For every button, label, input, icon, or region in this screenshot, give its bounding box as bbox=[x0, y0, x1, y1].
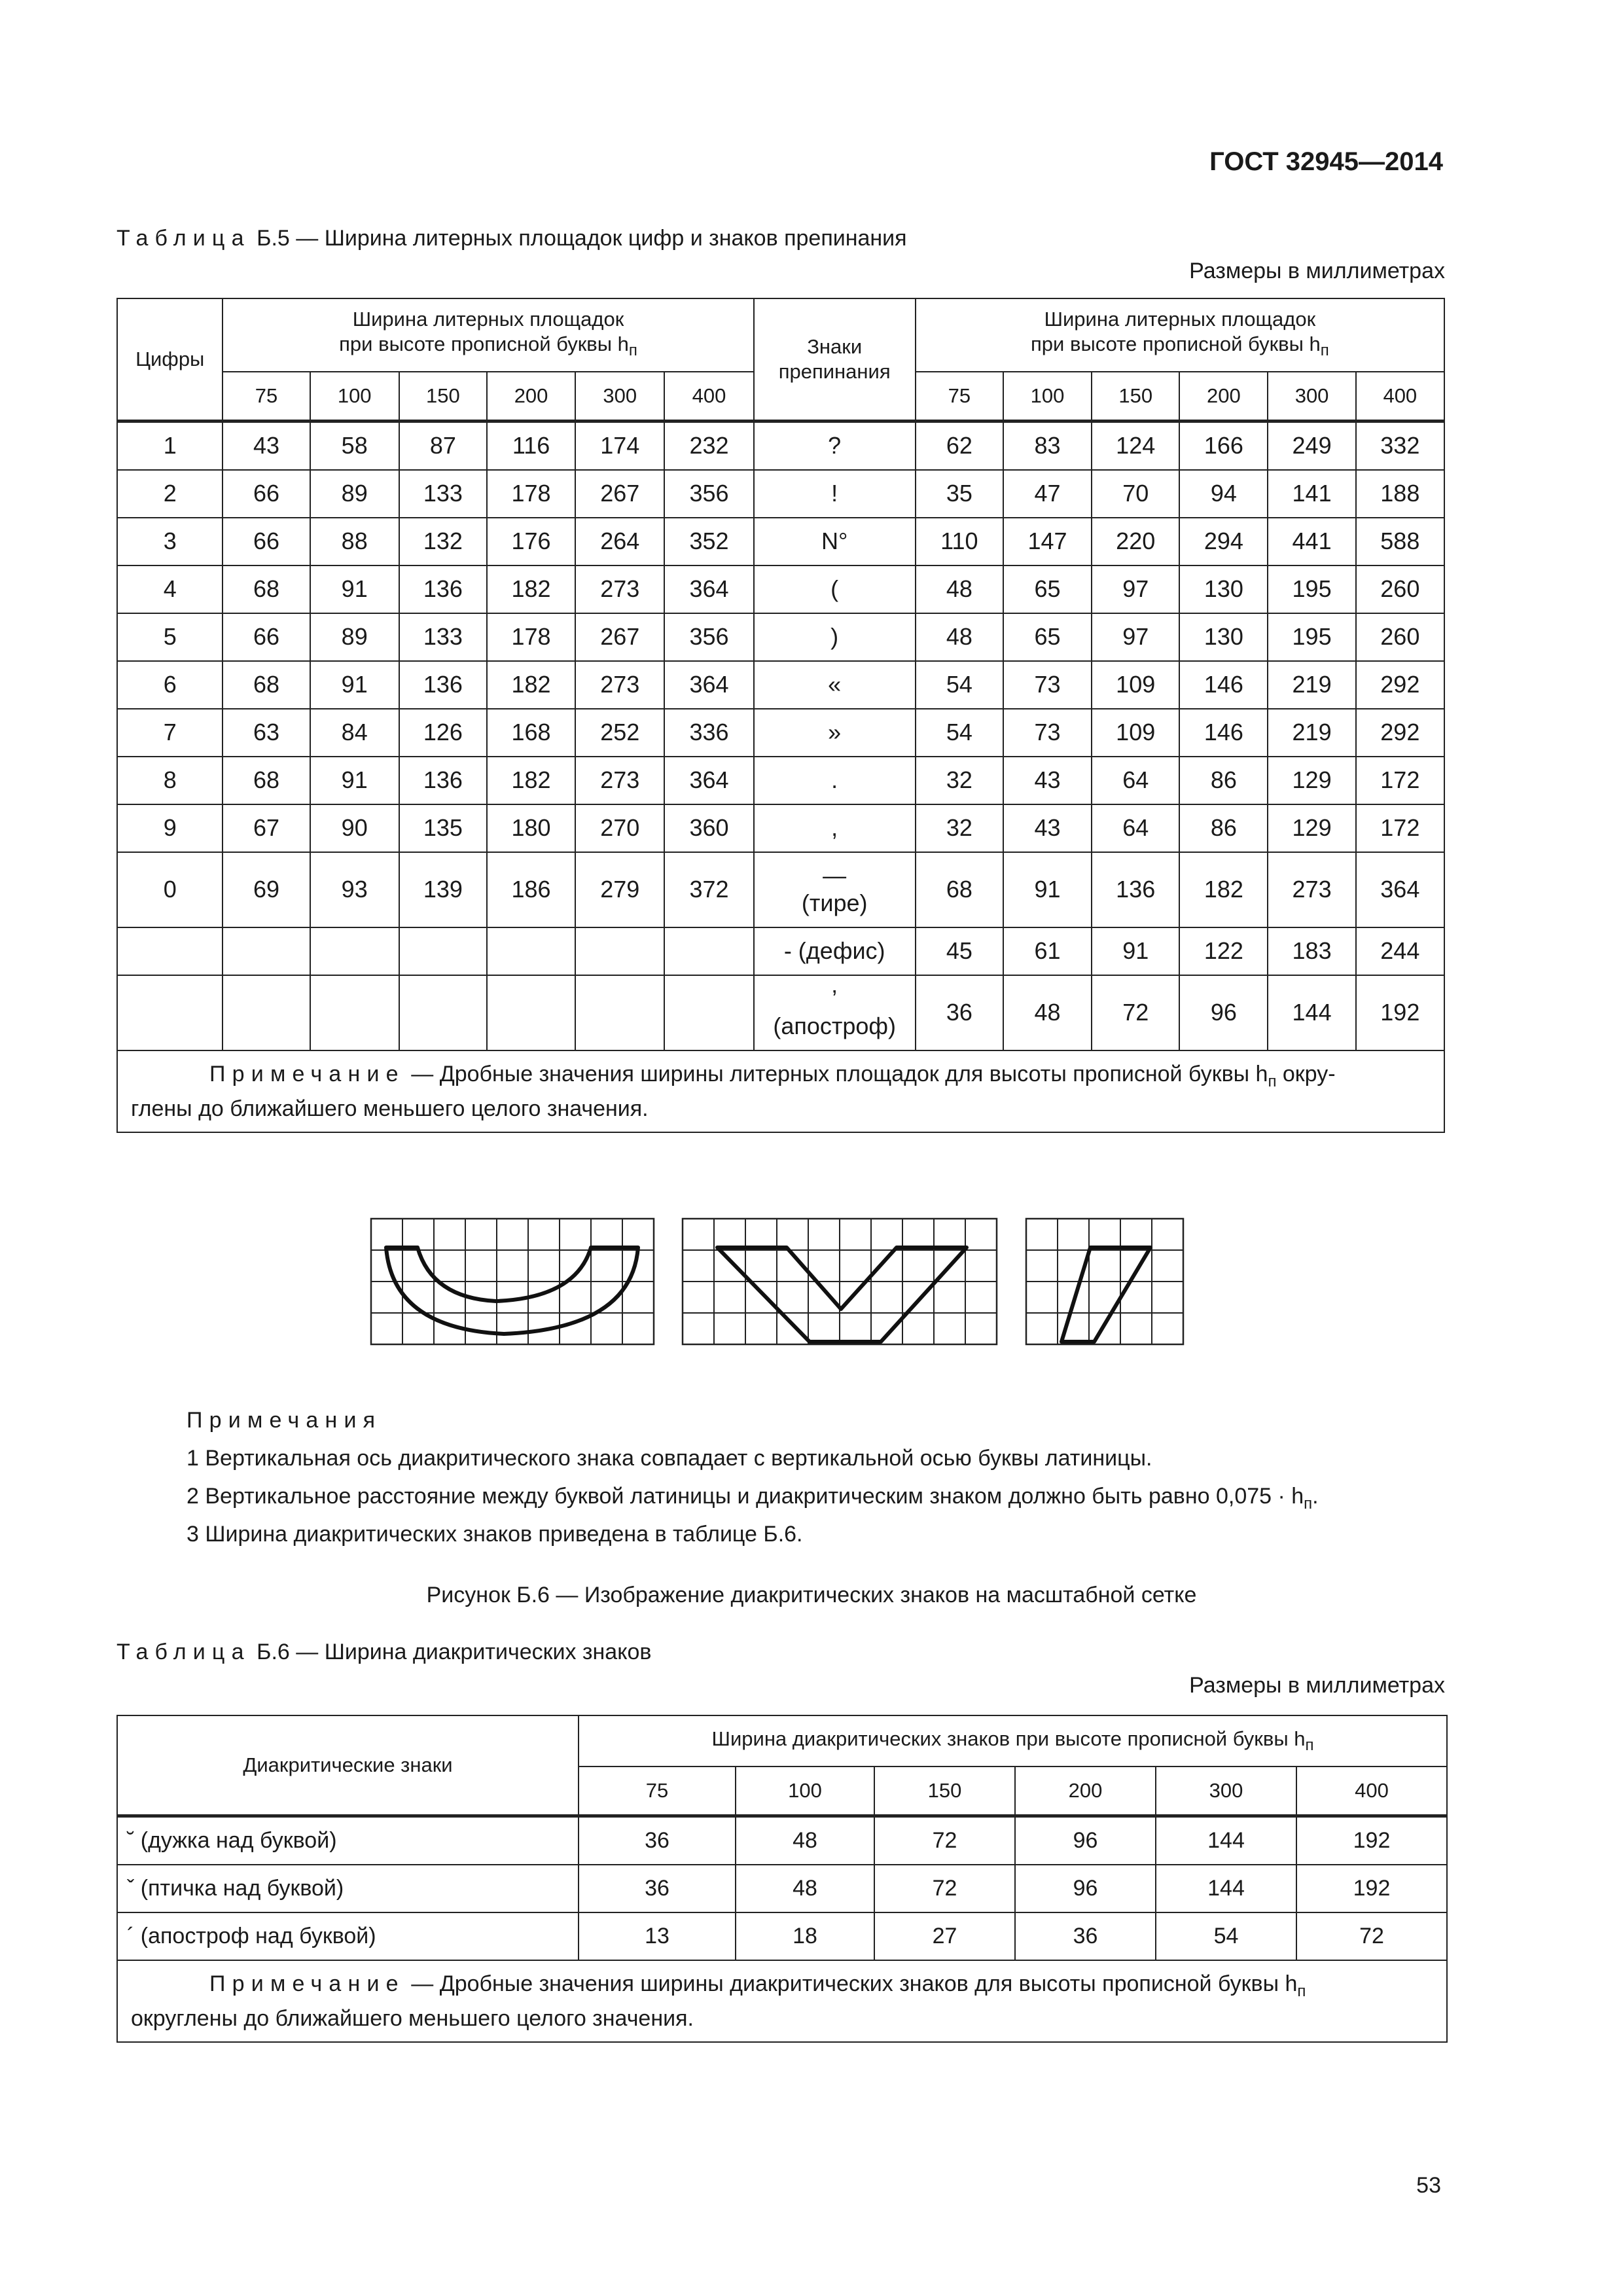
digit-width-cell bbox=[399, 927, 487, 975]
digit-width-cell: 372 bbox=[664, 852, 753, 927]
sign-width-cell: 292 bbox=[1356, 709, 1444, 757]
sign-width-cell: 244 bbox=[1356, 927, 1444, 975]
sign-width-cell: 110 bbox=[916, 518, 1003, 565]
sign-width-cell: 146 bbox=[1179, 661, 1268, 709]
diacritic-width-cell: 144 bbox=[1156, 1816, 1296, 1865]
diacritic-width-cell: 36 bbox=[1015, 1912, 1156, 1960]
digit-cell: 9 bbox=[117, 804, 223, 852]
header-diacritic-signs: Диакритические знаки bbox=[117, 1715, 579, 1816]
sign-width-cell: 192 bbox=[1356, 975, 1444, 1050]
digit-width-cell: 88 bbox=[310, 518, 399, 565]
caron-grid bbox=[683, 1219, 997, 1344]
sign-cell: , bbox=[754, 804, 916, 852]
digit-width-cell: 270 bbox=[575, 804, 664, 852]
digit-width-cell: 91 bbox=[310, 661, 399, 709]
table-b6 bbox=[116, 1715, 1448, 2043]
table-row bbox=[117, 470, 1444, 518]
figure-notes-heading: Примечания bbox=[187, 1408, 382, 1433]
height-header-cell: 75 bbox=[223, 372, 310, 421]
sign-width-cell: 260 bbox=[1356, 613, 1444, 661]
digit-width-cell bbox=[575, 975, 664, 1050]
height-header-cell: 100 bbox=[736, 1767, 874, 1816]
table-row bbox=[117, 757, 1444, 804]
sign-width-cell: 62 bbox=[916, 421, 1003, 470]
digit-width-cell: 66 bbox=[223, 470, 310, 518]
breve-glyph bbox=[386, 1247, 638, 1334]
sign-width-cell: 48 bbox=[916, 565, 1003, 613]
digit-width-cell: 133 bbox=[399, 470, 487, 518]
header-digit-widths bbox=[223, 298, 753, 372]
diacritics-figure bbox=[370, 1217, 1201, 1348]
digit-width-cell: 66 bbox=[223, 613, 310, 661]
sign-width-cell: 45 bbox=[916, 927, 1003, 975]
digit-width-cell: 178 bbox=[487, 470, 575, 518]
digit-width-cell: 91 bbox=[310, 757, 399, 804]
digit-width-cell: 139 bbox=[399, 852, 487, 927]
sign-width-cell: 96 bbox=[1179, 975, 1268, 1050]
table-row bbox=[117, 1816, 1447, 1865]
header-signs: Знаки препинания bbox=[754, 298, 916, 421]
sign-width-cell: 48 bbox=[916, 613, 1003, 661]
table-b5-title-rest: Б.5 — Ширина литерных площадок цифр и знаков препинания bbox=[250, 226, 907, 251]
sign-cell: ? bbox=[754, 421, 916, 470]
height-header-cell: 300 bbox=[575, 372, 664, 421]
sign-width-cell: 292 bbox=[1356, 661, 1444, 709]
digit-width-cell: 279 bbox=[575, 852, 664, 927]
sign-cell: . bbox=[754, 757, 916, 804]
diacritic-width-cell: 48 bbox=[736, 1865, 874, 1912]
sign-width-cell: 54 bbox=[916, 709, 1003, 757]
table-row bbox=[117, 1865, 1447, 1912]
diacritic-width-cell: 96 bbox=[1015, 1865, 1156, 1912]
sign-width-cell: 136 bbox=[1092, 852, 1179, 927]
sign-width-cell: 109 bbox=[1092, 661, 1179, 709]
sign-name: (тире) bbox=[801, 889, 868, 916]
table-row bbox=[117, 927, 1444, 975]
diacritic-width-cell: 36 bbox=[579, 1816, 736, 1865]
digit-width-cell: 136 bbox=[399, 661, 487, 709]
digit-width-cell: 356 bbox=[664, 613, 753, 661]
digit-width-cell bbox=[310, 975, 399, 1050]
sign-width-cell: 220 bbox=[1092, 518, 1179, 565]
sign-width-cell: 64 bbox=[1092, 757, 1179, 804]
sign-width-cell: 182 bbox=[1179, 852, 1268, 927]
page-number: 53 bbox=[1416, 2173, 1441, 2198]
digit-width-cell bbox=[399, 975, 487, 1050]
sign-cell bbox=[754, 975, 916, 1050]
digit-width-cell bbox=[223, 975, 310, 1050]
digit-width-cell: 182 bbox=[487, 661, 575, 709]
diacritic-width-cell: 192 bbox=[1296, 1816, 1447, 1865]
sign-width-cell: 124 bbox=[1092, 421, 1179, 470]
table-row bbox=[117, 1912, 1447, 1960]
digit-cell: 0 bbox=[117, 852, 223, 927]
table-row bbox=[117, 565, 1444, 613]
diacritic-width-cell: 18 bbox=[736, 1912, 874, 1960]
diacritic-width-cell: 36 bbox=[579, 1865, 736, 1912]
sign-width-cell: 43 bbox=[1003, 804, 1092, 852]
height-header-cell: 300 bbox=[1268, 372, 1355, 421]
table-b5-title-word: Таблица bbox=[116, 226, 251, 251]
diacritic-width-cell: 72 bbox=[874, 1816, 1015, 1865]
digit-cell: 4 bbox=[117, 565, 223, 613]
digit-width-cell: 364 bbox=[664, 661, 753, 709]
sign-symbol: — bbox=[823, 862, 847, 889]
digit-width-cell: 182 bbox=[487, 757, 575, 804]
sign-width-cell: 65 bbox=[1003, 565, 1092, 613]
digit-width-cell: 273 bbox=[575, 661, 664, 709]
sign-width-cell: 73 bbox=[1003, 661, 1092, 709]
digit-width-cell: 180 bbox=[487, 804, 575, 852]
sign-cell: - (дефис) bbox=[754, 927, 916, 975]
sign-width-cell: 249 bbox=[1268, 421, 1355, 470]
digit-cell: 5 bbox=[117, 613, 223, 661]
table-b5 bbox=[116, 298, 1445, 1133]
sign-width-cell: 364 bbox=[1356, 852, 1444, 927]
digit-width-cell: 43 bbox=[223, 421, 310, 470]
figure-note-2: 2 Вертикальное расстояние между буквой латиницы и диакритическим знаком должно быть равно $0,075 \cdot h_п$. bbox=[187, 1484, 1319, 1513]
digit-width-cell bbox=[223, 927, 310, 975]
header-width-line2: при высоте прописной буквы $h_п$ bbox=[339, 332, 637, 360]
header-diacritic-widths: Ширина диакритических знаков при высоте прописной буквы $h_п$ bbox=[579, 1715, 1447, 1767]
sign-width-cell: 73 bbox=[1003, 709, 1092, 757]
diacritic-width-cell: 13 bbox=[579, 1912, 736, 1960]
height-header-cell: 400 bbox=[1356, 372, 1444, 421]
sign-width-cell: 260 bbox=[1356, 565, 1444, 613]
sign-width-cell: 146 bbox=[1179, 709, 1268, 757]
table-row bbox=[117, 661, 1444, 709]
sign-cell: « bbox=[754, 661, 916, 709]
diacritic-width-cell: 54 bbox=[1156, 1912, 1296, 1960]
sign-width-cell: 144 bbox=[1268, 975, 1355, 1050]
digit-width-cell bbox=[487, 975, 575, 1050]
height-header-cell: 100 bbox=[310, 372, 399, 421]
sign-width-cell: 172 bbox=[1356, 804, 1444, 852]
digit-width-cell: 93 bbox=[310, 852, 399, 927]
diacritic-width-cell: 72 bbox=[1296, 1912, 1447, 1960]
sign-width-cell: 172 bbox=[1356, 757, 1444, 804]
height-header-cell: 400 bbox=[664, 372, 753, 421]
diacritic-name-cell: ˇ (птичка над буквой) bbox=[117, 1865, 579, 1912]
digit-width-cell: 67 bbox=[223, 804, 310, 852]
sign-width-cell: 43 bbox=[1003, 757, 1092, 804]
figure-caption: Рисунок Б.6 — Изображение диакритических знаков на масштабной сетке bbox=[426, 1583, 1197, 1607]
sign-width-cell: 141 bbox=[1268, 470, 1355, 518]
digit-width-cell: 136 bbox=[399, 565, 487, 613]
sign-width-cell: 188 bbox=[1356, 470, 1444, 518]
digit-width-cell: 186 bbox=[487, 852, 575, 927]
sign-width-cell: 109 bbox=[1092, 709, 1179, 757]
sign-width-cell: 294 bbox=[1179, 518, 1268, 565]
digit-width-cell: 136 bbox=[399, 757, 487, 804]
header-width-line1: Ширина литерных площадок bbox=[352, 307, 624, 331]
sign-width-cell: 48 bbox=[1003, 975, 1092, 1050]
sign-width-cell: 91 bbox=[1092, 927, 1179, 975]
digit-cell bbox=[117, 975, 223, 1050]
digit-width-cell: 89 bbox=[310, 613, 399, 661]
diacritic-name-cell: ˘ (дужка над буквой) bbox=[117, 1816, 579, 1865]
sign-width-cell: 183 bbox=[1268, 927, 1355, 975]
diacritic-width-cell: 48 bbox=[736, 1816, 874, 1865]
sign-width-cell: 441 bbox=[1268, 518, 1355, 565]
digit-cell: 6 bbox=[117, 661, 223, 709]
figure-note-1: 1 Вертикальная ось диакритического знака совпадает с вертикальной осью буквы латиницы. bbox=[187, 1446, 1152, 1471]
digit-width-cell: 176 bbox=[487, 518, 575, 565]
digit-cell bbox=[117, 927, 223, 975]
sign-width-cell: 219 bbox=[1268, 661, 1355, 709]
height-header-cell: 200 bbox=[1015, 1767, 1156, 1816]
digit-cell: 3 bbox=[117, 518, 223, 565]
diacritic-width-cell: 96 bbox=[1015, 1816, 1156, 1865]
sign-width-cell: 32 bbox=[916, 804, 1003, 852]
caron-glyph bbox=[717, 1247, 967, 1342]
table-row bbox=[117, 613, 1444, 661]
digit-width-cell: 364 bbox=[664, 757, 753, 804]
digit-width-cell: 63 bbox=[223, 709, 310, 757]
digit-width-cell: 68 bbox=[223, 757, 310, 804]
digit-width-cell: 264 bbox=[575, 518, 664, 565]
digit-width-cell: 66 bbox=[223, 518, 310, 565]
digit-width-cell bbox=[487, 927, 575, 975]
sign-width-cell: 61 bbox=[1003, 927, 1092, 975]
sign-width-cell: 122 bbox=[1179, 927, 1268, 975]
digit-width-cell: 126 bbox=[399, 709, 487, 757]
sign-width-cell: 83 bbox=[1003, 421, 1092, 470]
digit-width-cell: 58 bbox=[310, 421, 399, 470]
sign-name: (апостроф) bbox=[773, 1013, 897, 1039]
sign-width-cell: 332 bbox=[1356, 421, 1444, 470]
digit-width-cell: 273 bbox=[575, 565, 664, 613]
table-b6-units: Размеры в миллиметрах bbox=[1189, 1673, 1445, 1698]
digit-cell: 7 bbox=[117, 709, 223, 757]
digit-width-cell: 89 bbox=[310, 470, 399, 518]
digit-width-cell: 252 bbox=[575, 709, 664, 757]
sign-width-cell: 147 bbox=[1003, 518, 1092, 565]
sign-width-cell: 129 bbox=[1268, 757, 1355, 804]
sign-width-cell: 70 bbox=[1092, 470, 1179, 518]
sign-width-cell: 35 bbox=[916, 470, 1003, 518]
digit-width-cell bbox=[310, 927, 399, 975]
digit-width-cell: 133 bbox=[399, 613, 487, 661]
digit-width-cell: 232 bbox=[664, 421, 753, 470]
digit-width-cell: 90 bbox=[310, 804, 399, 852]
digit-width-cell: 352 bbox=[664, 518, 753, 565]
height-header-cell: 100 bbox=[1003, 372, 1092, 421]
sign-cell: ) bbox=[754, 613, 916, 661]
sign-cell: ( bbox=[754, 565, 916, 613]
table-row bbox=[117, 804, 1444, 852]
diacritic-width-cell: 192 bbox=[1296, 1865, 1447, 1912]
digit-width-cell: 91 bbox=[310, 565, 399, 613]
header-digits: Цифры bbox=[117, 298, 223, 421]
diacritic-width-cell: 72 bbox=[874, 1865, 1015, 1912]
sign-width-cell: 64 bbox=[1092, 804, 1179, 852]
height-header-cell: 300 bbox=[1156, 1767, 1296, 1816]
sign-cell: N° bbox=[754, 518, 916, 565]
height-header-cell: 400 bbox=[1296, 1767, 1447, 1816]
digit-width-cell: 168 bbox=[487, 709, 575, 757]
digit-width-cell: 69 bbox=[223, 852, 310, 927]
digit-width-cell: 182 bbox=[487, 565, 575, 613]
sign-width-cell: 32 bbox=[916, 757, 1003, 804]
breve-grid bbox=[371, 1219, 654, 1344]
sign-width-cell: 86 bbox=[1179, 804, 1268, 852]
diacritic-width-cell: 144 bbox=[1156, 1865, 1296, 1912]
sign-width-cell: 195 bbox=[1268, 565, 1355, 613]
digit-width-cell: 84 bbox=[310, 709, 399, 757]
sign-width-cell: 47 bbox=[1003, 470, 1092, 518]
sign-width-cell: 195 bbox=[1268, 613, 1355, 661]
height-header-cell: 150 bbox=[1092, 372, 1179, 421]
digit-width-cell: 132 bbox=[399, 518, 487, 565]
digit-width-cell: 116 bbox=[487, 421, 575, 470]
sign-width-cell: 166 bbox=[1179, 421, 1268, 470]
digit-width-cell: 267 bbox=[575, 470, 664, 518]
sign-width-cell: 588 bbox=[1356, 518, 1444, 565]
digit-width-cell: 336 bbox=[664, 709, 753, 757]
sign-width-cell: 130 bbox=[1179, 613, 1268, 661]
digit-width-cell: 273 bbox=[575, 757, 664, 804]
height-header-cell: 150 bbox=[874, 1767, 1015, 1816]
digit-width-cell: 356 bbox=[664, 470, 753, 518]
digit-width-cell: 267 bbox=[575, 613, 664, 661]
digit-width-cell: 135 bbox=[399, 804, 487, 852]
height-header-cell: 200 bbox=[1179, 372, 1268, 421]
sign-width-cell: 54 bbox=[916, 661, 1003, 709]
sign-width-cell: 86 bbox=[1179, 757, 1268, 804]
table-row bbox=[117, 518, 1444, 565]
height-header-cell: 75 bbox=[916, 372, 1003, 421]
digit-width-cell: 174 bbox=[575, 421, 664, 470]
sign-width-cell: 130 bbox=[1179, 565, 1268, 613]
digit-width-cell bbox=[575, 927, 664, 975]
table-row bbox=[117, 975, 1444, 1050]
figure-note-3: 3 Ширина диакритических знаков приведена в таблице Б.6. bbox=[187, 1522, 803, 1547]
digit-width-cell bbox=[664, 975, 753, 1050]
sign-width-cell: 97 bbox=[1092, 565, 1179, 613]
diacritic-width-cell: 27 bbox=[874, 1912, 1015, 1960]
digit-cell: 1 bbox=[117, 421, 223, 470]
table-b5-units: Размеры в миллиметрах bbox=[1189, 259, 1445, 283]
table-row bbox=[117, 852, 1444, 927]
sign-width-cell: 97 bbox=[1092, 613, 1179, 661]
header-sign-widths: Ширина литерных площадок при высоте прописной буквы $h_п$ bbox=[916, 298, 1444, 372]
sign-width-cell: 36 bbox=[916, 975, 1003, 1050]
sign-cell: » bbox=[754, 709, 916, 757]
table-b6-title: Таблица Б.6 — Ширина диакритических знаков bbox=[116, 1640, 652, 1664]
sign-width-cell: 65 bbox=[1003, 613, 1092, 661]
acute-glyph bbox=[1061, 1247, 1150, 1342]
sign-width-cell: 72 bbox=[1092, 975, 1179, 1050]
sign-width-cell: 129 bbox=[1268, 804, 1355, 852]
sign-cell bbox=[754, 852, 916, 927]
digit-width-cell: 178 bbox=[487, 613, 575, 661]
table-row bbox=[117, 709, 1444, 757]
table-b6-note: Примечание — Дробные значения ширины диакритических знаков для высоты прописной буквы $h_п$ округлены до ближайшего меньшего целого значения. bbox=[117, 1960, 1447, 2043]
table-row bbox=[117, 421, 1444, 470]
digit-width-cell: 68 bbox=[223, 565, 310, 613]
digit-width-cell: 364 bbox=[664, 565, 753, 613]
digit-width-cell bbox=[664, 927, 753, 975]
digit-width-cell: 68 bbox=[223, 661, 310, 709]
sign-width-cell: 91 bbox=[1003, 852, 1092, 927]
sign-symbol: ’ bbox=[832, 985, 838, 1012]
table-b5-note: Примечание — Дробные значения ширины литерных площадок для высоты прописной буквы $h_п$ окру- глены до ближайшего меньшего целого значения. bbox=[117, 1050, 1444, 1133]
diacritic-name-cell: ´ (апостроф над буквой) bbox=[117, 1912, 579, 1960]
sign-width-cell: 94 bbox=[1179, 470, 1268, 518]
digit-width-cell: 360 bbox=[664, 804, 753, 852]
sign-width-cell: 68 bbox=[916, 852, 1003, 927]
table-b5-title bbox=[116, 226, 907, 251]
sign-width-cell: 219 bbox=[1268, 709, 1355, 757]
sign-width-cell: 273 bbox=[1268, 852, 1355, 927]
digit-width-cell: 87 bbox=[399, 421, 487, 470]
sign-cell: ! bbox=[754, 470, 916, 518]
height-header-cell: 75 bbox=[579, 1767, 736, 1816]
standard-code: ГОСТ 32945—2014 bbox=[1209, 147, 1443, 176]
digit-cell: 2 bbox=[117, 470, 223, 518]
height-header-cell: 200 bbox=[487, 372, 575, 421]
height-header-cell: 150 bbox=[399, 372, 487, 421]
digit-cell: 8 bbox=[117, 757, 223, 804]
